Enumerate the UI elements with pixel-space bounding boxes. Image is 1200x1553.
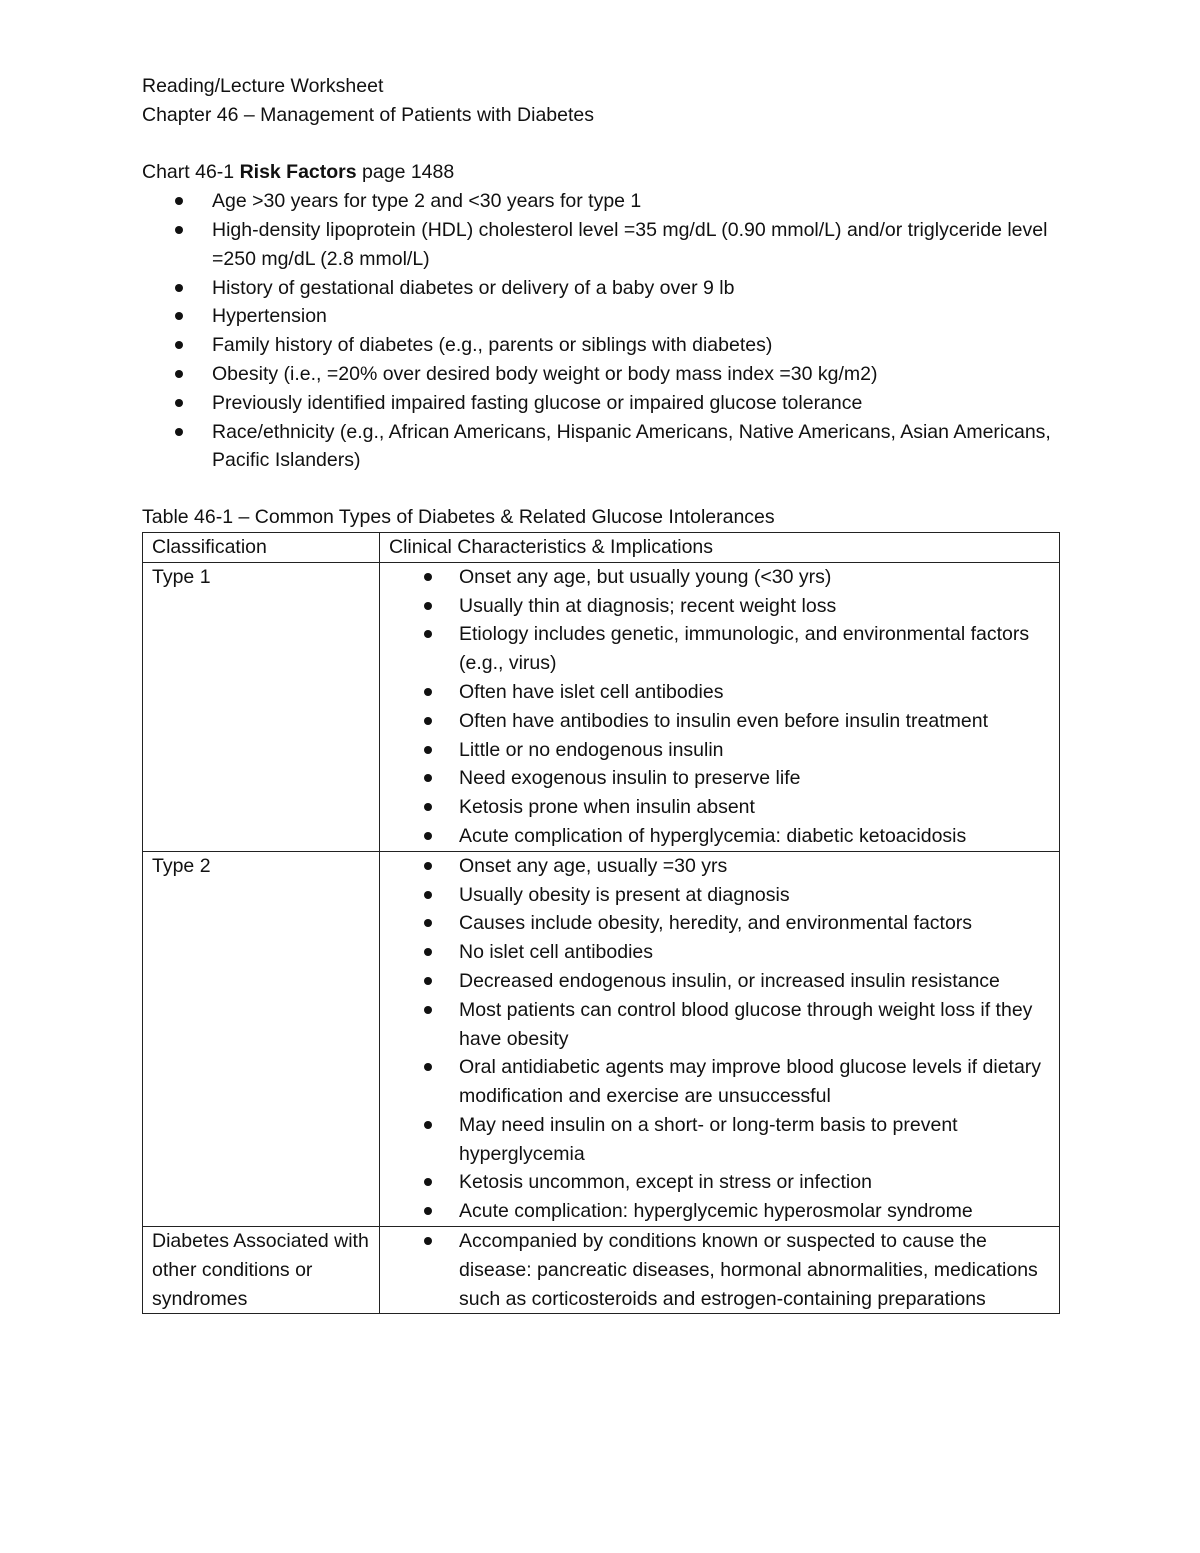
list-item: Hypertension bbox=[142, 302, 1062, 331]
list-item: Usually obesity is present at diagnosis bbox=[389, 881, 1051, 910]
list-item: Often have islet cell antibodies bbox=[389, 678, 1051, 707]
list-item: Etiology includes genetic, immunologic, and environmental factors (e.g., virus) bbox=[389, 620, 1051, 678]
column-header-classification: Classification bbox=[143, 532, 380, 562]
chapter-title: Chapter 46 – Management of Patients with Diabetes bbox=[142, 103, 595, 126]
list-item: Decreased endogenous insulin, or increased insulin resistance bbox=[389, 967, 1051, 996]
risk-heading-prefix: Chart 46-1 bbox=[142, 161, 240, 184]
risk-factors-heading bbox=[142, 158, 1062, 187]
blank-line bbox=[142, 130, 1062, 159]
list-item: Usually thin at diagnosis; recent weight loss bbox=[389, 592, 1051, 621]
list-item: Little or no endogenous insulin bbox=[389, 736, 1051, 765]
list-item: Family history of diabetes (e.g., parents or siblings with diabetes) bbox=[142, 331, 1062, 360]
list-item: Onset any age, but usually young (<30 yrs) bbox=[389, 563, 1051, 592]
list-item: May need insulin on a short- or long-term basis to prevent hyperglycemia bbox=[389, 1111, 1051, 1169]
document-page bbox=[142, 72, 1062, 1314]
list-item: History of gestational diabetes or delivery of a baby over 9 lb bbox=[142, 274, 1062, 303]
risk-heading-suffix: page 1488 bbox=[356, 161, 455, 184]
list-item: Causes include obesity, heredity, and environmental factors bbox=[389, 909, 1051, 938]
diabetes-types-table bbox=[142, 532, 1060, 1315]
characteristics-cell bbox=[380, 1227, 1060, 1314]
list-item: Accompanied by conditions known or suspected to cause the disease: pancreatic diseases, hormonal abnormalities, medications such as corticosteroids and estrogen-containing preparations bbox=[389, 1227, 1051, 1313]
characteristics-list bbox=[389, 1227, 1051, 1313]
list-item: Need exogenous insulin to preserve life bbox=[389, 764, 1051, 793]
column-header-characteristics: Clinical Characteristics & Implications bbox=[380, 532, 1060, 562]
list-item: Race/ethnicity (e.g., African Americans, Hispanic Americans, Native Americans, Asian Americans, Pacific Islanders) bbox=[142, 418, 1062, 476]
list-item: Acute complication: hyperglycemic hyperosmolar syndrome bbox=[389, 1197, 1051, 1226]
list-item: Most patients can control blood glucose through weight loss if they have obesity bbox=[389, 996, 1051, 1054]
list-item: Oral antidiabetic agents may improve blood glucose levels if dietary modification and exercise are unsuccessful bbox=[389, 1053, 1051, 1111]
list-item: High-density lipoprotein (HDL) cholesterol level =35 mg/dL (0.90 mmol/L) and/or triglyceride level =250 mg/dL (2.8 mmol/L) bbox=[142, 216, 1062, 274]
list-item: Obesity (i.e., =20% over desired body weight or body mass index =30 kg/m2) bbox=[142, 360, 1062, 389]
list-item: Onset any age, usually =30 yrs bbox=[389, 852, 1051, 881]
list-item: Age >30 years for type 2 and <30 years for type 1 bbox=[142, 187, 1062, 216]
worksheet-title: Reading/Lecture Worksheet bbox=[142, 75, 384, 97]
table-row bbox=[143, 1227, 1060, 1314]
table-row bbox=[143, 851, 1060, 1226]
table-title: Table 46-1 – Common Types of Diabetes & Related Glucose Intolerances bbox=[142, 506, 775, 529]
characteristics-cell bbox=[380, 562, 1060, 851]
characteristics-list bbox=[389, 852, 1051, 1226]
risk-heading-bold: Risk Factors bbox=[239, 161, 357, 184]
list-item: Ketosis prone when insulin absent bbox=[389, 793, 1051, 822]
classification-cell: Type 1 bbox=[143, 562, 380, 851]
list-item: Often have antibodies to insulin even before insulin treatment bbox=[389, 707, 1051, 736]
list-item: Acute complication of hyperglycemia: diabetic ketoacidosis bbox=[389, 822, 1051, 851]
list-item: No islet cell antibodies bbox=[389, 938, 1051, 967]
list-item: Previously identified impaired fasting glucose or impaired glucose tolerance bbox=[142, 389, 1062, 418]
risk-factors-list bbox=[142, 187, 1062, 475]
classification-cell: Diabetes Associated with other conditions or syndromes bbox=[143, 1227, 380, 1314]
table-row bbox=[143, 562, 1060, 851]
characteristics-cell bbox=[380, 851, 1060, 1226]
characteristics-list bbox=[389, 563, 1051, 851]
list-item: Ketosis uncommon, except in stress or infection bbox=[389, 1168, 1051, 1197]
classification-cell: Type 2 bbox=[143, 851, 380, 1226]
table-header-row bbox=[143, 532, 1060, 562]
